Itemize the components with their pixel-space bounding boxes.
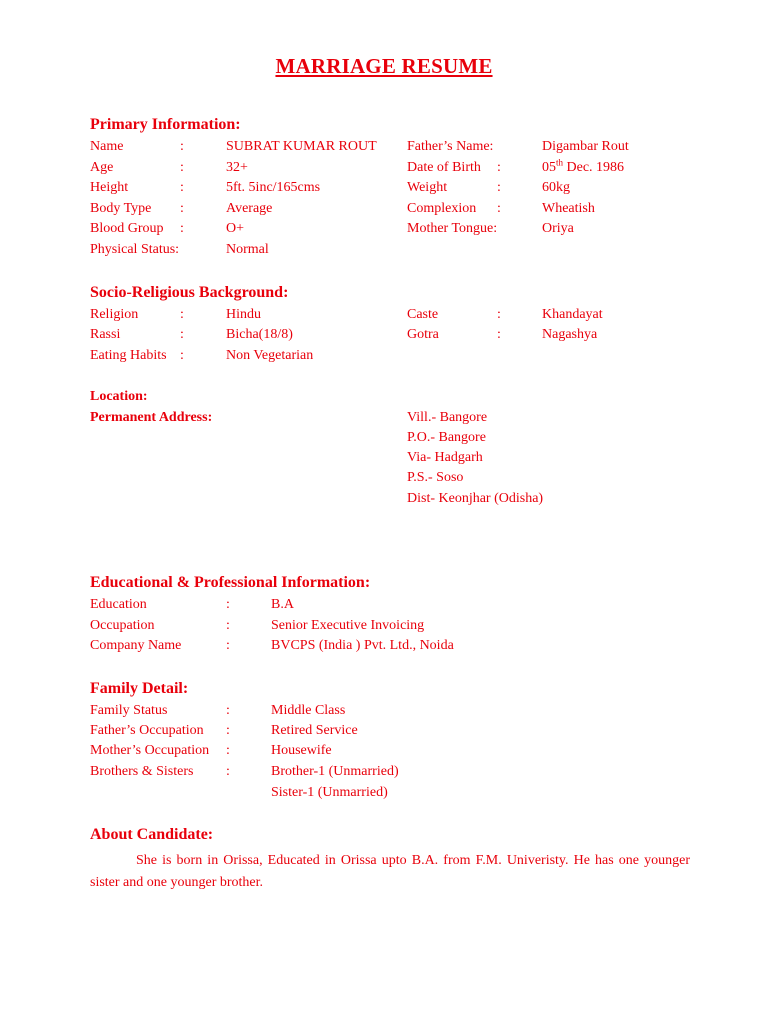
field-separator: : xyxy=(180,307,184,322)
field-value: Digambar Rout xyxy=(542,139,629,154)
field-separator: : xyxy=(226,723,230,738)
address-line: Dist- Keonjhar (Odisha) xyxy=(407,491,544,506)
field-label: Occupation xyxy=(90,618,155,633)
field-separator: : xyxy=(180,139,184,154)
field-label: Gotra xyxy=(407,327,439,342)
field-label: Mother’s Occupation xyxy=(90,743,210,758)
field-separator: : xyxy=(497,327,501,342)
socio-religious-heading: Socio-Religious Background: xyxy=(90,284,289,301)
field-value: SUBRAT KUMAR ROUT xyxy=(226,139,377,154)
field-value: Oriya xyxy=(542,221,574,236)
field-label: Religion xyxy=(90,307,139,322)
field-value: B.A xyxy=(271,597,294,612)
field-separator: : xyxy=(226,743,230,758)
field-separator: : xyxy=(180,201,184,216)
field-separator: : xyxy=(226,703,230,718)
field-label: Age xyxy=(90,160,114,175)
field-value: 5ft. 5inc/165cms xyxy=(226,180,321,195)
field-label: Eating Habits xyxy=(90,348,167,363)
field-label: Father’s Name: xyxy=(407,139,494,154)
field-value: Housewife xyxy=(271,743,332,758)
family-detail-heading: Family Detail: xyxy=(90,680,189,697)
field-separator: : xyxy=(226,764,230,779)
field-label: Weight xyxy=(407,180,448,195)
field-label: Date of Birth xyxy=(407,160,481,175)
field-label: Father’s Occupation xyxy=(90,723,204,738)
field-separator: : xyxy=(497,160,501,175)
field-label: Height xyxy=(90,180,129,195)
field-value: BVCPS (India ) Pvt. Ltd., Noida xyxy=(271,638,454,653)
field-value: Khandayat xyxy=(542,307,603,322)
address-line: P.O.- Bangore xyxy=(407,430,486,445)
field-label: Mother Tongue: xyxy=(407,221,498,236)
field-separator: : xyxy=(226,597,230,612)
primary-info-heading: Primary Information: xyxy=(90,116,241,133)
education-heading: Educational & Professional Information: xyxy=(90,574,371,591)
field-value: Non Vegetarian xyxy=(226,348,314,363)
field-value: Nagashya xyxy=(542,327,598,342)
field-label: Caste xyxy=(407,307,439,322)
field-value: Bicha(18/8) xyxy=(226,327,293,342)
field-value: Brother-1 (Unmarried) xyxy=(271,764,399,779)
field-separator: : xyxy=(497,307,501,322)
field-separator: : xyxy=(497,180,501,195)
field-value: Senior Executive Invoicing xyxy=(271,618,425,633)
address-line: P.S.- Soso xyxy=(407,470,464,485)
address-line: Via- Hadgarh xyxy=(407,450,483,465)
field-label: Education xyxy=(90,597,147,612)
location-heading: Location: xyxy=(90,389,148,404)
about-candidate-heading: About Candidate: xyxy=(90,826,214,843)
field-label: Body Type xyxy=(90,201,152,216)
field-separator: : xyxy=(180,160,184,175)
field-value: Normal xyxy=(226,242,269,257)
field-separator: : xyxy=(497,201,501,216)
field-value: Wheatish xyxy=(542,201,595,216)
field-value: Average xyxy=(226,201,273,216)
field-label: Company Name xyxy=(90,638,182,653)
field-label: Physical Status: xyxy=(90,242,180,257)
field-value: Middle Class xyxy=(271,703,346,718)
field-value: 32+ xyxy=(226,160,248,175)
date-of-birth-value: 05th Dec. 1986 xyxy=(542,157,625,175)
field-separator: : xyxy=(180,348,184,363)
field-label: Family Status xyxy=(90,703,168,718)
field-label: Rassi xyxy=(90,327,121,342)
field-value: O+ xyxy=(226,221,245,236)
field-value: 60kg xyxy=(542,180,570,195)
field-separator: : xyxy=(180,180,184,195)
field-value: Sister-1 (Unmarried) xyxy=(271,785,388,800)
page-title: MARRIAGE RESUME xyxy=(275,54,493,78)
field-separator: : xyxy=(226,618,230,633)
field-value: Retired Service xyxy=(271,723,358,738)
field-separator: : xyxy=(180,221,184,236)
field-separator: : xyxy=(180,327,184,342)
field-value: Hindu xyxy=(226,307,261,322)
field-label: Brothers & Sisters xyxy=(90,764,194,779)
field-label: Blood Group xyxy=(90,221,164,236)
field-label: Complexion xyxy=(407,201,477,216)
address-line: Vill.- Bangore xyxy=(407,410,488,425)
about-candidate-text: She is born in Orissa, Educated in Orissa upto B.A. from F.M. Univeristy. He has one younger sister and one younger brother. xyxy=(90,853,690,890)
permanent-address-label: Permanent Address: xyxy=(90,410,213,425)
field-separator: : xyxy=(226,638,230,653)
field-label: Name xyxy=(90,139,124,154)
